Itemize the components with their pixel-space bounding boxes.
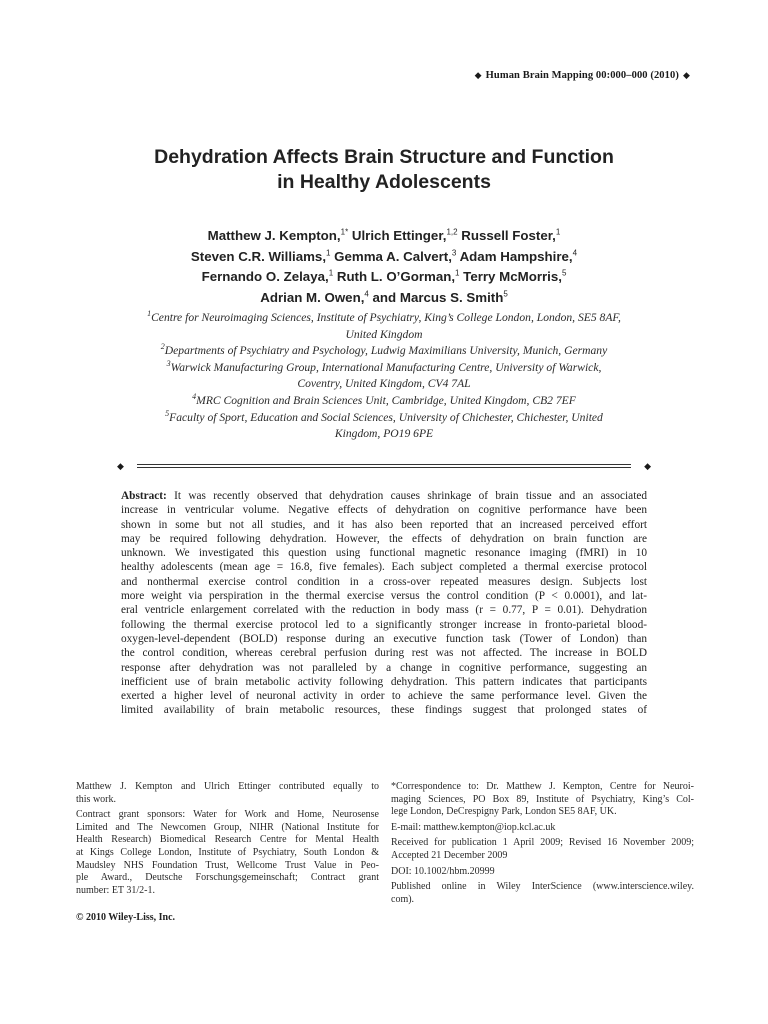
author-name: Ruth L. O’Gorman, [333,269,456,284]
abstract-line [121,489,647,503]
author-affiliation-mark: 4 [364,289,369,299]
author-affiliation-mark: 4 [572,248,578,258]
abstract-line: more weight via perspiration in the thermal exercise versus the control condition (P < 0.0001), and lat- [121,590,647,603]
footnote-line: Matthew J. Kempton and Ulrich Ettinger contributed equally to [76,781,379,792]
copyright-notice: © 2010 Wiley-Liss, Inc. [76,912,176,923]
abstract-label: Abstract: [121,490,167,502]
footnote-line: ple Award., Deutsche Forschungsgemeinschaft; Contract grant [76,872,379,884]
author-line [60,288,708,309]
abstract-line: shown in some but not all studies, and it has also been reported that an increased perceived effort [121,518,647,531]
diamond-icon: ◆ [117,461,124,471]
author-name: Adam Hampshire, [456,248,573,264]
author-name: Steven C.R. Williams, [190,248,327,264]
abstract-line: eral ventricle enlargement correlated with the reduction in body mass (r = 0.77, P = 0.01). Dehydration [121,604,647,617]
author-affiliation-mark: 1 [555,227,561,237]
affiliation-line [80,360,688,377]
abstract-line: response after dehydration was not paralleled by a change in cognitive performance, suggesting an [121,661,647,674]
author-affiliation-mark: 1 [455,268,460,278]
footnote-line: Received for publication 1 April 2009; Revised 16 November 2009; [391,837,694,849]
divider-rule [137,467,631,468]
author-affiliation-mark: 1 [328,268,334,278]
affiliation-text: Warwick Manufacturing Group, International Manufacturing Centre, University of Warwick, [170,360,602,374]
diamond-icon: ◆ [474,70,482,80]
affiliation-text: Centre for Neuroimaging Sciences, Institute of Psychiatry, King’s College London, London, SE5 8AF, [151,311,621,324]
affiliation-line [80,310,688,327]
affiliation-mark: 1 [147,309,152,319]
author-affiliation-mark: 3 [451,248,457,258]
author-line [60,226,708,247]
author-name: Fernando O. Zelaya, [201,269,329,284]
affiliation-mark: 5 [165,408,170,418]
abstract-text: It was recently observed that dehydration causes shrinkage of brain tissue and an associated [166,490,647,502]
footnote-line: Limited and The Newcomen Group, NIHR (National Institute for [76,821,379,833]
abstract-line: the control condition, whereas cerebral perfusion during rest was not affected. The increase in BOLD [121,647,647,660]
footnote-line: Published online in Wiley InterScience (www.interscience.wiley. [391,881,694,893]
author-name: and Marcus S. Smith [368,289,504,305]
abstract [121,489,647,718]
affiliation-line: Kingdom, PO19 6PE [334,427,434,441]
author-name: Gemma A. Calvert, [330,248,452,264]
diamond-icon: ◆ [644,461,651,471]
affiliation-mark: 4 [192,392,197,402]
running-head [471,70,694,81]
footnote-line: number: ET 31/2-1. [76,884,155,896]
footnote-line: *Correspondence to: Dr. Matthew J. Kempton, Centre for Neuroi- [391,781,694,792]
abstract-line: oxygen-level-dependent (BOLD) response during an executive function task (Tower of London) than [121,632,647,645]
author-line [60,247,708,268]
abstract-line: inefficient use of brain metabolic activity following dehydration. This pattern indicates that participants [121,675,647,688]
affiliation-line [80,343,688,360]
author-name: Adrian M. Owen, [260,289,365,305]
abstract-line: limited availability of brain metabolic resources, these findings suggest that prolonged states of [121,704,647,717]
footnote-column-right [391,781,694,906]
journal-citation: Human Brain Mapping 00:000–000 (2010) [485,70,679,81]
affiliation-line [80,410,688,427]
abstract-line: unknown. We investigated this question using functional magnetic resonance imaging (fMRI) in 10 [121,547,647,560]
footnote-line: lege London, DeCrespigny Park, London SE5 8AF, UK. [391,806,617,818]
footnote-column-left [76,781,379,897]
author-name: Ulrich Ettinger, [348,228,447,243]
footnote-line: maging Sciences, PO Box 89, Institute of Psychiatry, King’s Col- [391,793,694,805]
affiliation-line [80,393,688,410]
diamond-icon: ◆ [682,70,690,80]
author-affiliation-mark: 1* [340,227,349,237]
author-affiliation-mark: 1,2 [446,227,458,237]
affiliation-text: MRC Cognition and Brain Sciences Unit, Cambridge, United Kingdom, CB2 7EF [196,393,576,407]
abstract-line: and nonthermal exercise control condition in a cross-over repeated measures design. Subjects lost [121,575,647,588]
footnote-line: E-mail: matthew.kempton@iop.kcl.ac.uk [391,821,556,833]
affiliation-text: Faculty of Sport, Education and Social Sciences, University of Chichester, Chichester, United [169,410,603,424]
author-affiliation-mark: 5 [503,289,508,299]
author-name: Matthew J. Kempton, [207,228,341,243]
footnote-line: Maudsley NHS Foundation Trust, Wellcome Trust Value in Peo- [76,859,379,871]
section-divider [117,460,651,472]
affiliation-mark: 2 [160,342,165,352]
author-name: Russell Foster, [457,228,556,243]
abstract-line: exerted a higher level of neuronal activity in order to achieve the same performance level. Given the [121,690,647,703]
title-line: in Healthy Adolescents [277,171,491,193]
footnote-line: at Kings College London, Institute of Psychiatry, South London & [76,846,379,858]
affiliation-line: Coventry, United Kingdom, CV4 7AL [297,377,471,391]
abstract-line: increase in ventricular volume. Negative effects of dehydration on cognitive performance have been [121,504,647,517]
author-affiliation-mark: 5 [561,268,567,278]
footnote-line: DOI: 10.1002/hbm.20999 [391,865,495,877]
author-list [60,226,708,308]
abstract-line: healthy adolescents (mean age = 16.8, five females). Each subject completed a thermal exercise protocol [121,561,647,574]
affiliation-text: Departments of Psychiatry and Psychology, Ludwig Maximilians University, Munich, Germany [164,344,608,358]
footnote-line: Contract grant sponsors: Water for Work and Home, Neurosense [76,809,379,821]
title-line: Dehydration Affects Brain Structure and Function [154,146,614,168]
abstract-line: following the thermal exercise protocol led to a significantly stronger increase in fronto-parietal blood- [121,618,647,631]
footnote-line: com). [391,893,415,905]
affiliation-mark: 3 [166,358,171,368]
footnote-line: Health Research) Biomedical Research Centre for Mental Health [76,834,379,846]
affiliation-list [80,310,688,443]
affiliation-line: United Kingdom [345,327,423,341]
paper-title [60,145,708,195]
abstract-line: may be required following dehydration. However, the effects of dehydration on brain function are [121,532,647,545]
author-affiliation-mark: 1 [326,248,331,258]
footnote-line: this work. [76,793,116,805]
divider-rule [137,464,631,465]
footnote-line: Accepted 21 December 2009 [391,849,508,861]
author-name: Terry McMorris, [459,269,562,284]
author-line [60,267,708,288]
